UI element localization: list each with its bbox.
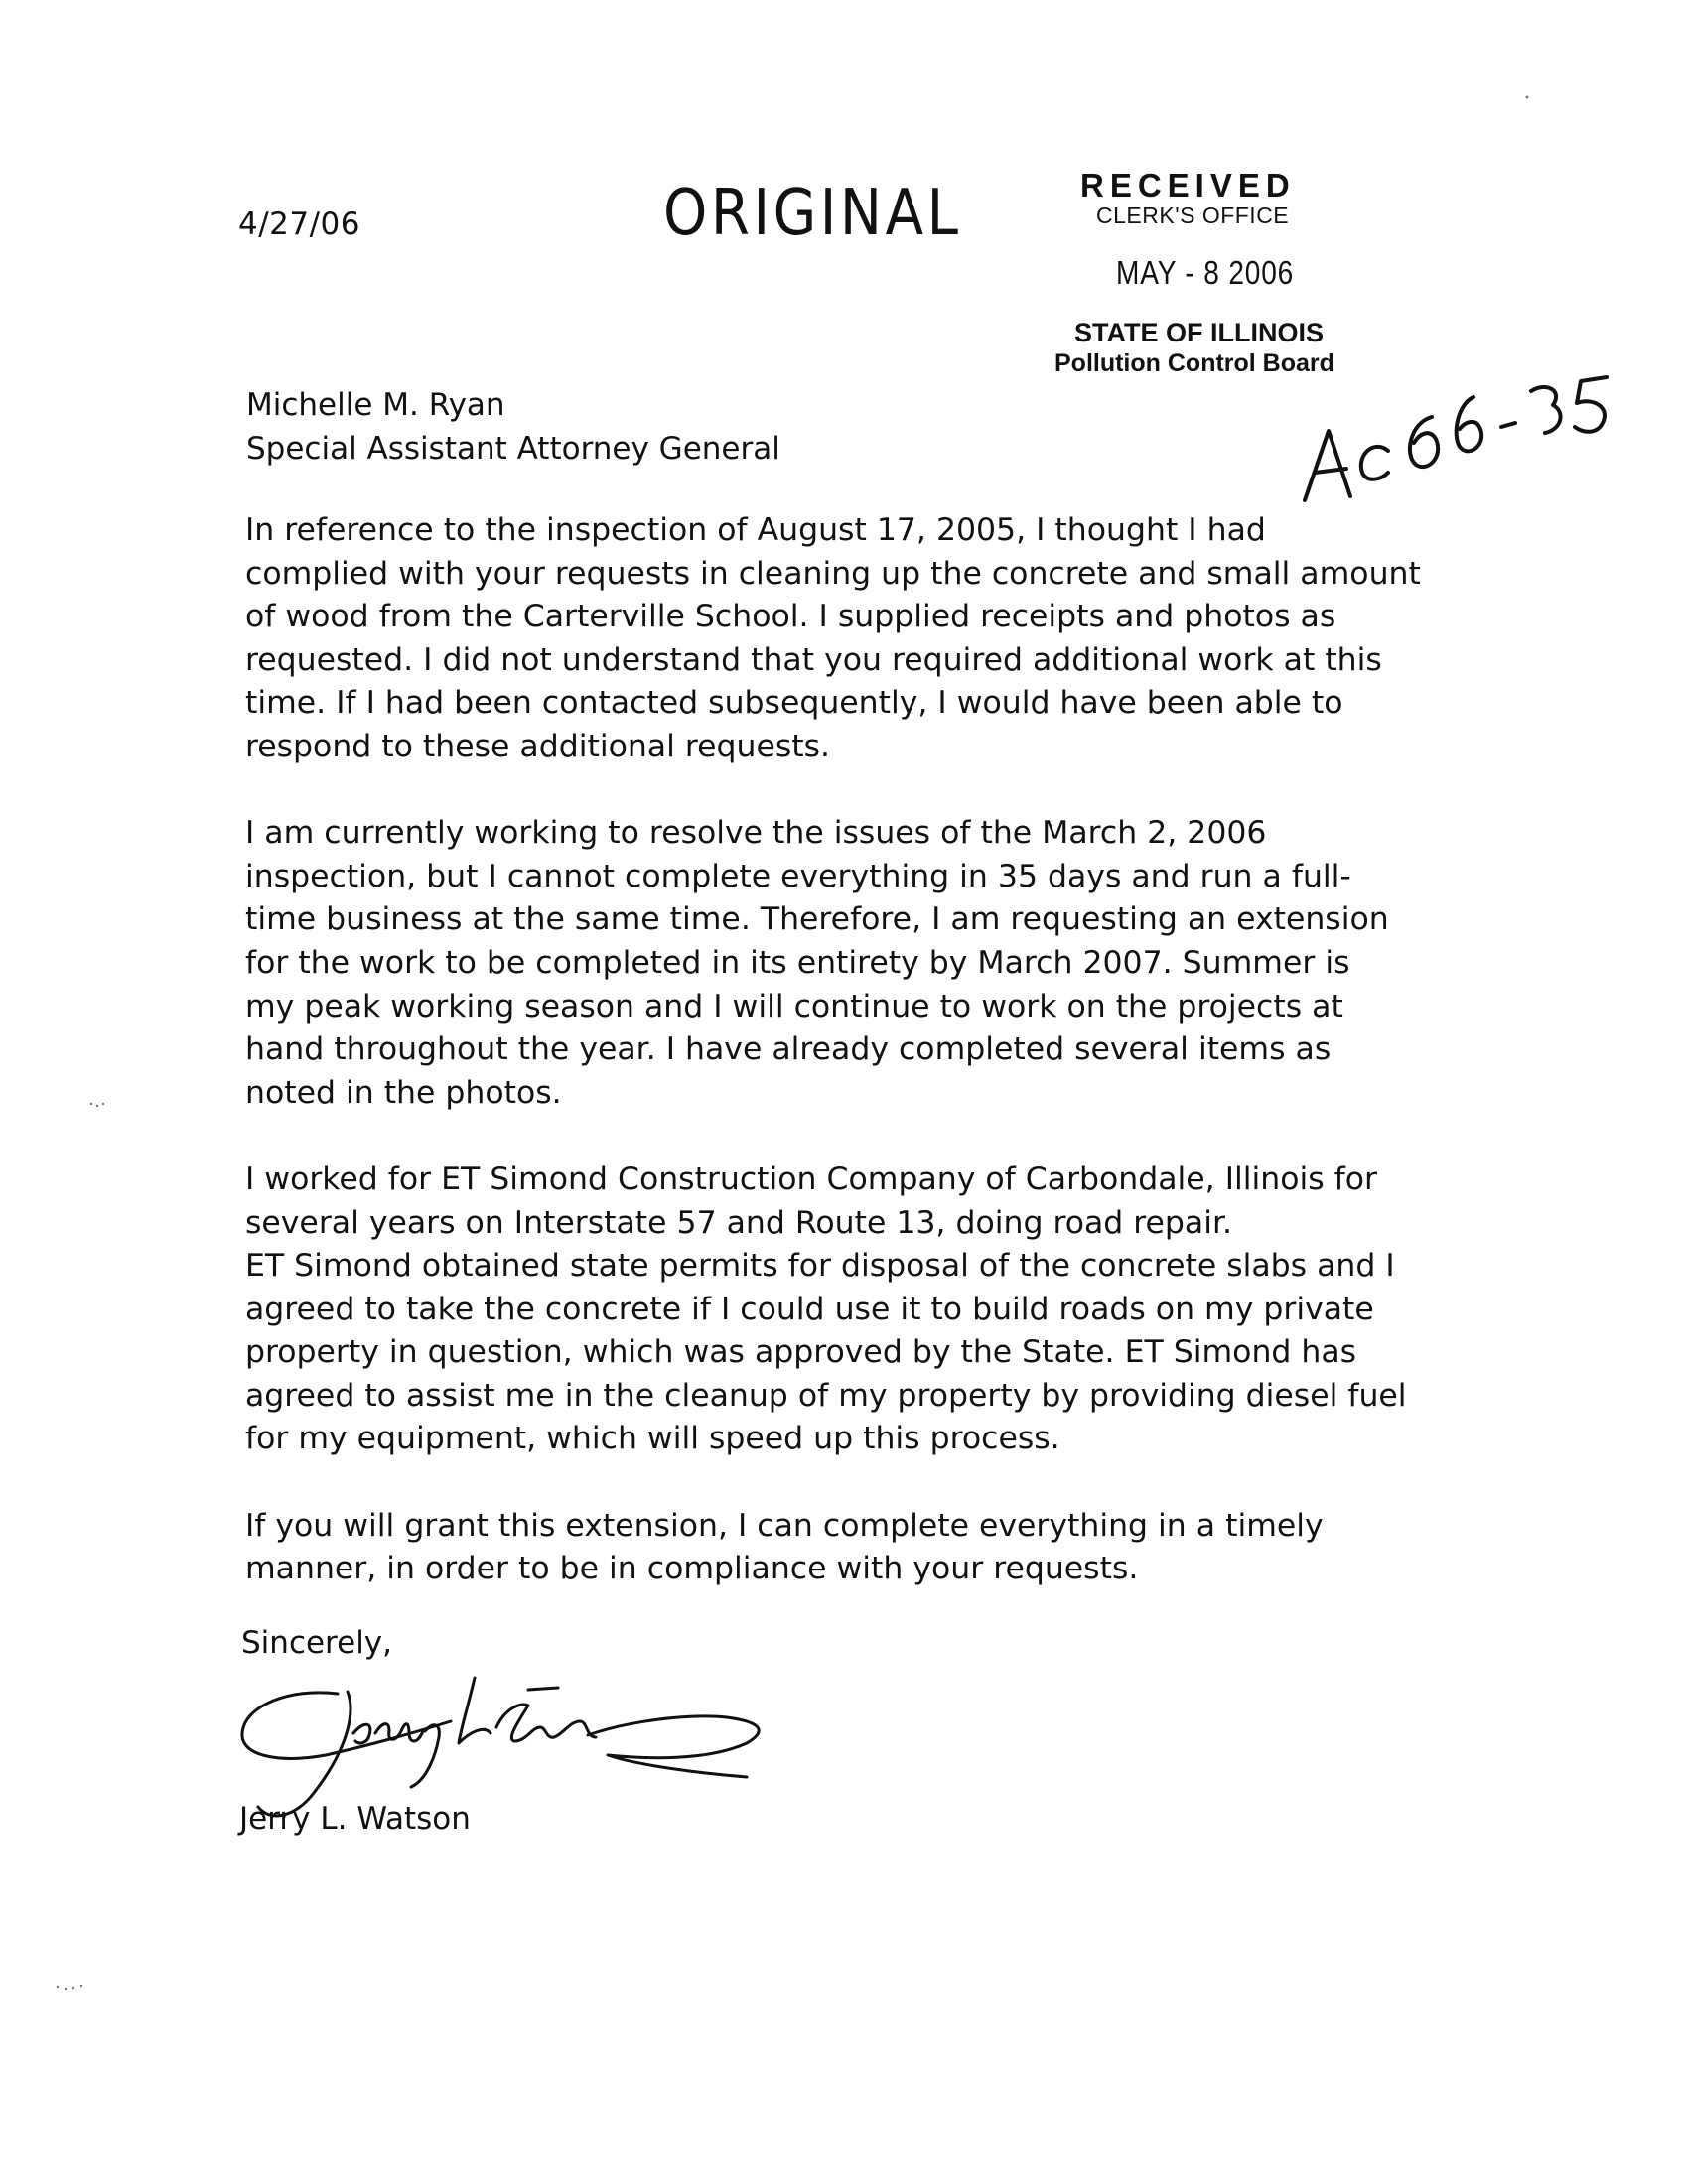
body-line: If you will grant this extension, I can complete everything in a timely	[245, 1507, 1324, 1544]
body-line: manner, in order to be in compliance with your requests.	[245, 1551, 1139, 1587]
body-line: hand throughout the year. I have already completed several items as	[245, 1031, 1332, 1068]
paragraph-closing-request	[245, 1505, 1476, 1591]
body-line: complied with your requests in cleaning up the concrete and small amount	[245, 555, 1421, 592]
handwritten-case-number	[1293, 369, 1620, 528]
body-line: noted in the photos.	[245, 1074, 562, 1111]
paragraph-et-simond	[245, 1159, 1476, 1461]
recipient-name: Michelle M. Ryan	[246, 387, 505, 423]
original-stamp: ORIGINAL	[663, 177, 962, 250]
received-stamp-office: CLERK'S OFFICE	[1096, 203, 1290, 228]
received-stamp-state: STATE OF ILLINOIS	[1074, 318, 1324, 347]
recipient-block	[246, 383, 780, 471]
recipient-title: Special Assistant Attorney General	[246, 431, 780, 467]
body-line: inspection, but I cannot complete everything in 35 days and run a full-	[245, 858, 1351, 894]
paragraph-extension-request	[245, 812, 1476, 1115]
paragraph-inspection	[245, 509, 1476, 769]
body-line: I worked for ET Simond Construction Company of Carbondale, Illinois for	[245, 1160, 1377, 1197]
body-line: requested. I did not understand that you required additional work at this	[245, 641, 1382, 678]
body-line: time. If I had been contacted subsequently, I would have been able to	[245, 685, 1343, 722]
received-stamp-date: MAY - 8 2006	[1116, 254, 1295, 291]
closing: Sincerely,	[241, 1625, 393, 1661]
body-line: time business at the same time. Therefore, I am requesting an extension	[245, 901, 1389, 938]
body-line: several years on Interstate 57 and Route 13, doing road repair.	[245, 1204, 1233, 1241]
signer-name: Jerry L. Watson	[239, 1801, 471, 1837]
body-line: of wood from the Carterville School. I supplied receipts and photos as	[245, 599, 1336, 635]
body-line: ET Simond obtained state permits for disposal of the concrete slabs and I	[245, 1248, 1395, 1285]
body-line: for the work to be completed in its entirety by March 2007. Summer is	[245, 944, 1350, 981]
body-line: for my equipment, which will speed up this process.	[245, 1421, 1060, 1457]
letter-date: 4/27/06	[238, 206, 361, 242]
received-stamp-board: Pollution Control Board	[1054, 349, 1334, 377]
body-line: I am currently working to resolve the issues of the March 2, 2006	[245, 815, 1267, 852]
body-line: agreed to assist me in the cleanup of my property by providing diesel fuel	[245, 1377, 1407, 1414]
body-line: my peak working season and I will continue to work on the projects at	[245, 988, 1343, 1024]
body-line: property in question, which was approved by the State. ET Simond has	[245, 1334, 1357, 1371]
received-stamp-title: RECEIVED	[1080, 167, 1296, 204]
letter-body	[245, 509, 1476, 1634]
body-line: agreed to take the concrete if I could use it to build roads on my private	[245, 1291, 1374, 1327]
body-line: respond to these additional requests.	[245, 728, 831, 764]
body-line: In reference to the inspection of August 17, 2005, I thought I had	[245, 512, 1266, 548]
